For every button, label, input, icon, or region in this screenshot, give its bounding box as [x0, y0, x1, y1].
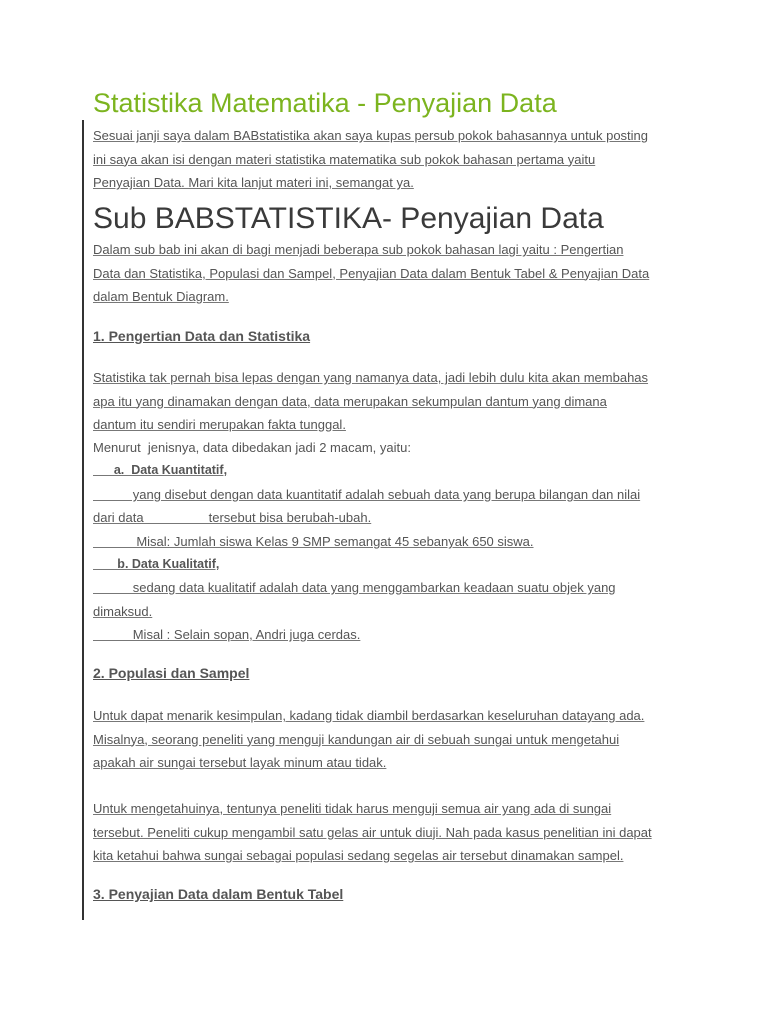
intro-paragraph	[93, 124, 693, 195]
section2-line: Untuk dapat menarik kesimpulan, kadang tidak diambil berdasarkan keseluruhan datayang ada.	[93, 708, 645, 723]
section1-paragraph	[93, 366, 693, 437]
section2-line: Untuk mengetahuinya, tentunya peneliti tidak harus menguji semua air yang ada di sungai	[93, 801, 612, 816]
section3-heading: 3. Penyajian Data dalam Bentuk Tabel	[93, 886, 344, 902]
kualitatif-line	[93, 600, 152, 623]
section1-heading: 1. Pengertian Data dan Statistika	[93, 328, 311, 344]
section2-paragraph1	[93, 704, 693, 775]
kualitatif-text: dimaksud.	[93, 604, 153, 619]
kualitatif-example-text: Misal : Selain sopan, Andri juga cerdas.	[93, 627, 361, 642]
section1-line: Statistika tak pernah bisa lepas dengan yang namanya data, jadi lebih dulu kita akan membahas	[93, 370, 649, 385]
left-margin-rule	[82, 120, 84, 920]
section2-heading: 2. Populasi dan Sampel	[93, 665, 250, 681]
kualitatif-line	[93, 576, 616, 599]
sub-intro-paragraph	[93, 238, 693, 309]
kuantitatif-text: dari data tersebut bisa berubah-ubah.	[93, 510, 372, 525]
section2-line: tersebut. Peneliti cukup mengambil satu gelas air untuk diuji. Nah pada kasus penelitian ini dapat	[93, 824, 652, 840]
section2-line: apakah air sungai tersebut layak minum atau tidak.	[93, 755, 387, 770]
section2-line: kita ketahui bahwa sungai sebagai populasi sedang segelas air tersebut dinamakan sampel.	[93, 848, 624, 863]
section1-line: dantum itu sendiri merupakan fakta tunggal.	[93, 417, 346, 432]
data-kualitatif-text: b. Data Kualitatif,	[93, 557, 220, 571]
section2-line: Misalnya, seorang peneliti yang menguji kandungan air di sebuah sungai untuk mengetahui	[93, 731, 620, 747]
intro-line: Penyajian Data. Mari kita lanjut materi ini, semangat ya.	[93, 175, 414, 190]
intro-line: Sesuai janji saya dalam BABstatistika akan saya kupas persub pokok bahasannya untuk posting	[93, 128, 649, 143]
data-kuantitatif-label	[93, 459, 227, 482]
intro-line: ini saya akan isi dengan materi statistika matematika sub pokok bahasan pertama yaitu	[93, 151, 596, 167]
page-title: Statistika Matematika - Penyajian Data	[93, 88, 557, 118]
kuantitatif-line	[93, 483, 640, 506]
data-kuantitatif-text: a. Data Kuantitatif,	[93, 463, 228, 477]
data-kualitatif-label	[93, 553, 219, 576]
kuantitatif-text: yang disebut dengan data kuantitatif adalah sebuah data yang berupa bilangan dan nilai	[93, 487, 641, 502]
section2-paragraph2	[93, 797, 693, 868]
kualitatif-example	[93, 623, 360, 646]
section1-line: apa itu yang dinamakan dengan data, data merupakan sekumpulan dantum yang dimana	[93, 393, 607, 409]
sub-intro-line: dalam Bentuk Diagram.	[93, 289, 229, 304]
kuantitatif-example-text: Misal: Jumlah siswa Kelas 9 SMP semangat 45 sebanyak 650 siswa.	[93, 534, 534, 549]
subtitle: Sub BABSTATISTIKA- Penyajian Data	[93, 202, 604, 235]
kuantitatif-example	[93, 530, 534, 553]
kualitatif-text: sedang data kualitatif adalah data yang menggambarkan keadaan suatu objek yang	[93, 580, 616, 595]
sub-intro-line: Data dan Statistika, Populasi dan Sampel, Penyajian Data dalam Bentuk Tabel & Penyajian Data	[93, 265, 650, 281]
sub-intro-line: Dalam sub bab ini akan di bagi menjadi beberapa sub pokok bahasan lagi yaitu : Pengertian	[93, 242, 624, 257]
kuantitatif-line	[93, 506, 371, 529]
menurut-text: Menurut jenisnya, data dibedakan jadi 2 macam, yaitu:	[93, 440, 411, 455]
menurut-line	[93, 436, 411, 459]
